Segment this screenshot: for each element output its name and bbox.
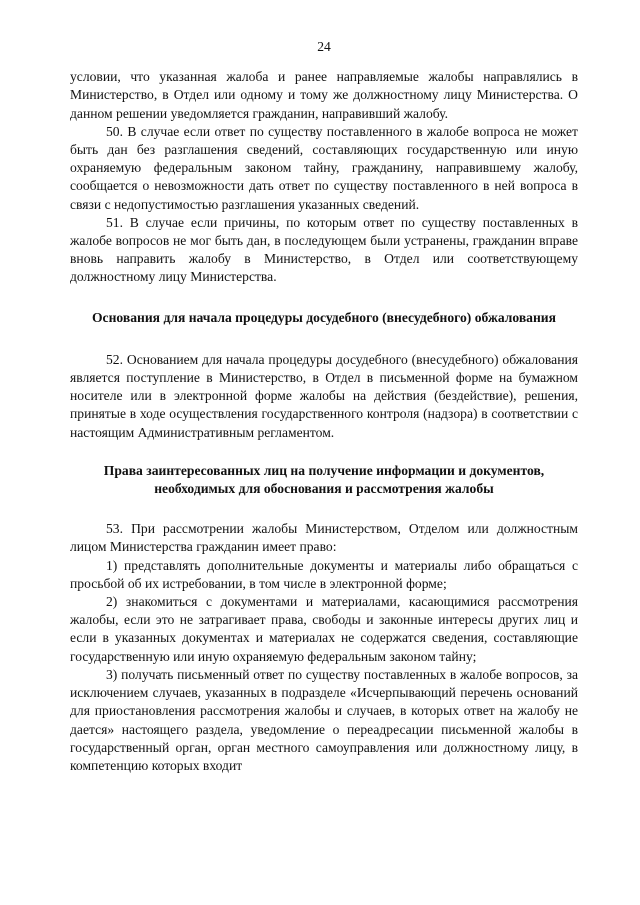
list-item-2: 2) знакомиться с документами и материалами, касающимися рассмотрения жалобы, если это не затрагивает права, свободы и законные интересы других лиц и если в указанных документах и материалах не содержатся сведения, составляющие государственную или иную охраняемую федеральным законом тайну;: [70, 594, 578, 664]
page-number: 24: [317, 39, 331, 54]
section-heading-rights: Права заинтересованных лиц на получение информации и документов, необходимых для обоснования и рассмотрения жалобы: [103, 462, 545, 497]
paragraph-51: 51. В случае если причины, по которым ответ по существу поставленных в жалобе вопросов не мог быть дан, в последующем были устранены, гражданин вправе вновь направить жалобу в Министерство, в Отдел или соответствующему должностному лицу Министерства.: [70, 214, 578, 285]
list-item-3: 3) получать письменный ответ по существу поставленных в жалобе вопросов, за исключением случаев, указанных в подразделе «Исчерпывающий перечень оснований для приостановления рассмотрения жалобы и случаев, в которых ответ на жалобу не дается» настоящего раздела, уведомление о переадресации письменной жалобы в государственный орган, орган местного самоуправления или должностному лицу, в компетенцию которых входит: [70, 666, 578, 773]
paragraph-50: 50. В случае если ответ по существу поставленного в жалобе вопроса не может быть дан без разглашения сведений, составляющих государственную или иную охраняемую федеральным законом тайну, гражданину, направившему жалобу, сообщается о невозможности дать ответ по существу поставленного в ней вопроса в связи с недопустимостью разглашения указанных сведений.: [70, 123, 578, 212]
section-heading-grounds: Основания для начала процедуры досудебного (внесудебного) обжалования: [91, 309, 556, 325]
paragraph-continued: условии, что указанная жалоба и ранее направляемые жалобы направлялись в Министерство, в Отдел или одному и тому же должностному лицу Министерства. О данном решении уведомляется гражданин, направивший жалобу.: [70, 69, 578, 121]
paragraph-52: 52. Основанием для начала процедуры досудебного (внесудебного) обжалования является поступление в Министерство, в Отдел в письменной форме на бумажном носителе или в электронной форме жалобы на действия (бездействие), решения, принятые в ходе осуществления государственного контроля (надзора) в соответствии с настоящим Административным регламентом.: [70, 351, 578, 440]
paragraph-53: 53. При рассмотрении жалобы Министерством, Отделом или должностным лицом Министерства гражданин имеет право:: [70, 521, 578, 555]
list-item-1: 1) представлять дополнительные документы и материалы либо обращаться с просьбой об их истребовании, в том числе в электронной форме;: [70, 557, 578, 591]
